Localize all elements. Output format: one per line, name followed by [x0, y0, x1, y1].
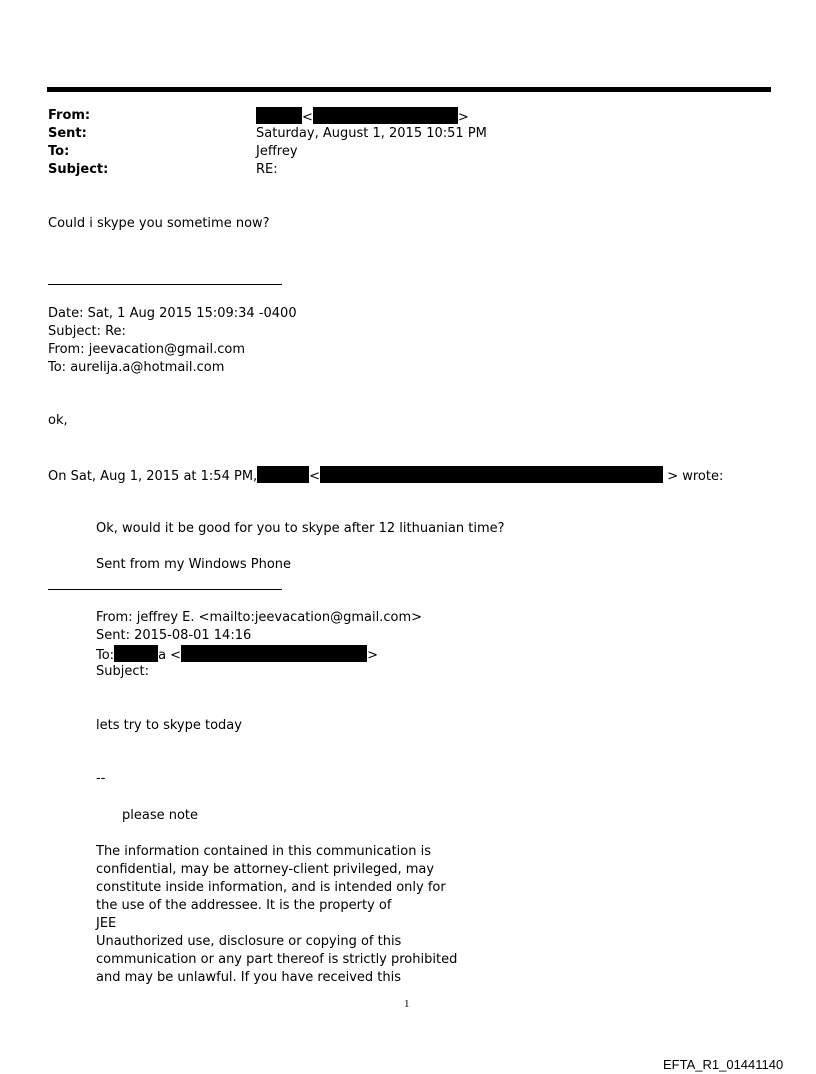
- disclaimer-line: the use of the addressee. It is the property of: [96, 898, 392, 913]
- attribution-lt: <: [309, 469, 321, 484]
- sent-label: Sent:: [48, 126, 87, 141]
- document-id: EFTA_R1_01441140: [663, 1057, 784, 1072]
- quoted3-sent: Sent: 2015-08-01 14:16: [96, 628, 252, 643]
- quoted3-to-label: To:: [96, 648, 115, 663]
- quote-divider: [48, 589, 282, 590]
- from-gt: >: [457, 110, 469, 125]
- subject-label: Subject:: [48, 162, 109, 177]
- from-label: From:: [48, 108, 91, 123]
- disclaimer-line: communication or any part thereof is strictly prohibited: [96, 952, 458, 967]
- disclaimer-line: The information contained in this communication is: [96, 844, 431, 859]
- disclaimer-line: confidential, may be attorney-client privileged, may: [96, 862, 435, 877]
- disclaimer-line: constitute inside information, and is intended only for: [96, 880, 446, 895]
- note-heading: please note: [122, 808, 199, 823]
- from-lt: <: [302, 110, 313, 125]
- signature-separator: --: [96, 771, 106, 786]
- quoted2-signature: Sent from my Windows Phone: [96, 557, 292, 572]
- from-value: [256, 107, 469, 127]
- redaction-block: [114, 645, 158, 662]
- quoted-to: To: aurelija.a@hotmail.com: [48, 360, 225, 375]
- quoted3-from: From: jeffrey E. <mailto:jeevacation@gmail.com>: [96, 610, 423, 625]
- redaction-block: [313, 107, 458, 124]
- sent-value: Saturday, August 1, 2015 10:51 PM: [256, 126, 487, 141]
- quoted2-body: Ok, would it be good for you to skype after 12 lithuanian time?: [96, 521, 505, 536]
- reply-body: Could i skype you sometime now?: [48, 216, 270, 231]
- disclaimer-line: JEE: [96, 916, 117, 931]
- redaction-block: [257, 466, 309, 483]
- quoted3-subject: Subject:: [96, 664, 149, 679]
- quoted3-to: [96, 645, 378, 665]
- quoted-from: From: jeevacation@gmail.com: [48, 342, 246, 357]
- redaction-block: [320, 466, 663, 483]
- header-top-rule: [47, 87, 771, 92]
- attribution-suffix: > wrote:: [667, 469, 724, 484]
- quote-divider: [48, 284, 282, 285]
- quoted3-body: lets try to skype today: [96, 718, 242, 733]
- redaction-block: [256, 107, 302, 124]
- disclaimer-line: Unauthorized use, disclosure or copying of this: [96, 934, 402, 949]
- redaction-block: [181, 645, 367, 662]
- quoted3-to-gt: >: [367, 648, 378, 663]
- page-number: 1: [404, 998, 410, 1010]
- disclaimer-line: and may be unlawful. If you have received this: [96, 970, 402, 985]
- subject-value: RE:: [256, 162, 278, 177]
- attribution-line: [48, 466, 723, 486]
- quoted-body: ok,: [48, 413, 68, 428]
- attribution-prefix: On Sat, Aug 1, 2015 at 1:54 PM,: [48, 469, 258, 484]
- to-label: To:: [48, 144, 70, 159]
- quoted3-to-fragment: a <: [158, 648, 182, 663]
- quoted-subject: Subject: Re:: [48, 324, 126, 339]
- quoted-date: Date: Sat, 1 Aug 2015 15:09:34 -0400: [48, 306, 297, 321]
- to-value: Jeffrey: [256, 144, 298, 159]
